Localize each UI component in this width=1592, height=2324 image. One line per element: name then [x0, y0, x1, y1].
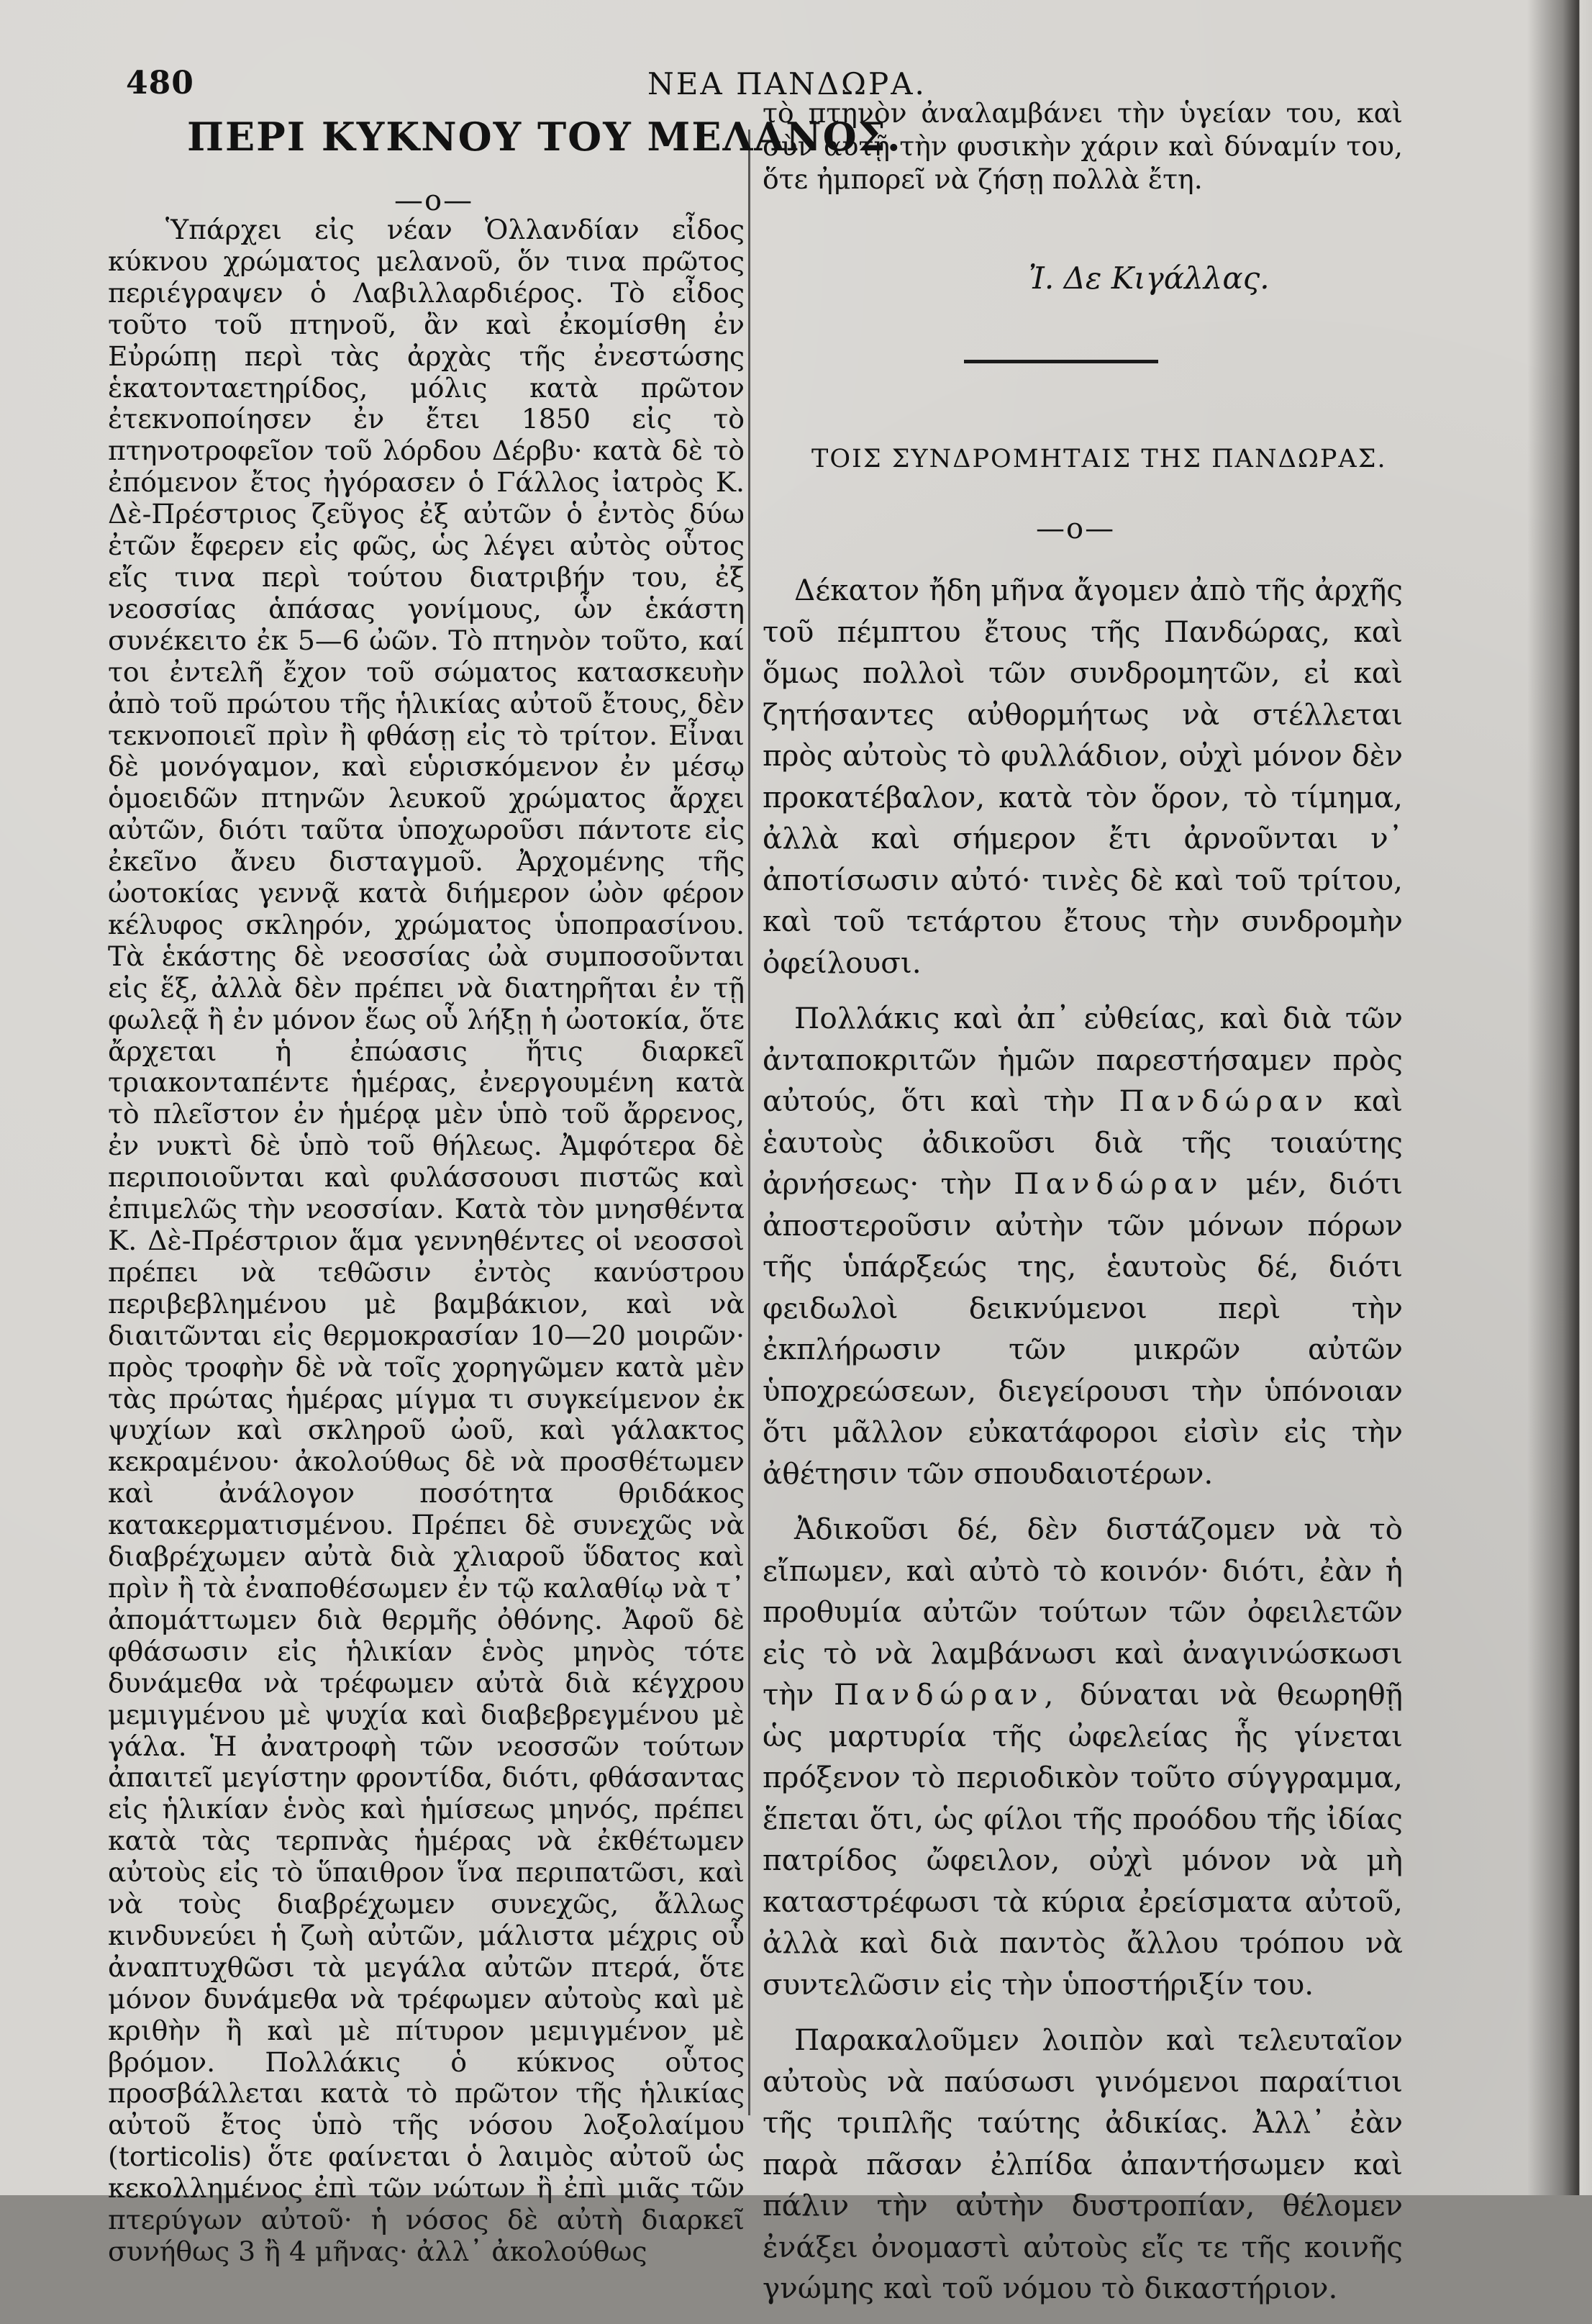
article-body: Ὑπάρχει εἰς νέαν Ὁλλανδίαν εἶδος κύκνου χρώματος μελανοῦ, ὅν τινα πρῶτος περιέγραψεν ὁ Λαβιλλαρδιέρος. Τὸ εἶδος τοῦτο τοῦ πτηνοῦ, ἂν καὶ ἐκομίσθη ἐν Εὐρώπῃ περὶ τὰς ἀρχὰς τῆς ἐνεστώσης ἑκατονταετηρίδος, μόλις κατὰ πρῶτον ἐτεκνοποίησεν ἐν ἔτει 1850 εἰς τὸ πτηνοτροφεῖον τοῦ λόρδου Δέρβυ· κατὰ δὲ τὸ ἐπόμενον ἔτος ἠγόρασεν ὁ Γάλλος ἰατρὸς Κ. Δὲ-Πρέστριος ζεῦγος ἐξ αὐτῶν ὁ ἐντὸς δύω ἐτῶν ἔφερεν εἰς φῶς, ὡς λέγει αὐτὸς οὗτος εἴς τινα περὶ τούτου διατριβήν του, ἐξ νεοσσίας ἁπάσας γονίμους, ὧν ἑκάστη συνέκειτο ἐκ 5—6 ὠῶν. Τὸ πτηνὸν τοῦτο, καί τοι ἐντελῆ ἔχον τοῦ σώματος κατασκευὴν ἀπὸ τοῦ πρώτου τῆς ἡλικίας αὐτοῦ ἔτους, δὲν τεκνοποιεῖ πρὶν ἢ φθάσῃ εἰς τὸ τρίτον. Εἶναι δὲ μονόγαμον, καὶ εὑρισκόμενον ἐν μέσῳ ὁμοειδῶν πτηνῶν λευκοῦ χρώματος ἄρχει αὐτῶν, διότι ταῦτα ὑποχωροῦσι πάντοτε εἰς ἐκεῖνο ἄνευ δισταγμοῦ. Ἀρχομένης τῆς ὠοτοκίας γεννᾷ κατὰ διήμερον ὠὸν φέρον κέλυφος σκληρόν, χρώματος ὑποπρασίνου. Τὰ ἑκάστης δὲ νεοσσίας ὠὰ συμποσοῦνται εἰς ἕξ, ἀλλὰ δὲν πρέπει νὰ διατηρῆται ἐν τῇ φωλεᾷ ἢ ἐν μόνον ἕως οὗ λήξῃ ἡ ὠοτοκία, ὅτε ἄρχεται ἡ ἐπώασις ἥτις διαρκεῖ τριακονταπέντε ἡμέρας, ἐνεργουμένη κατὰ τὸ πλεῖστον ἐν ἡμέρᾳ μὲν ὑπὸ τοῦ ἄρρενος, ἐν νυκτὶ δὲ ὑπὸ τοῦ θήλεως. Ἀμφότερα δὲ περιποιοῦνται καὶ φυλάσσουσι πιστῶς καὶ ἐπιμελῶς τὴν νεοσσίαν. Κατὰ τὸν μνησθέντα Κ. Δὲ-Πρέστριον ἅμα γεννηθέντες οἱ νεοσσοὶ πρέπει νὰ τεθῶσιν ἐντὸς κανύστρου περιβεβλημένου μὲ βαμβάκιον, καὶ νὰ διαιτῶνται εἰς θερμοκρασίαν 10—20 μοιρῶν· πρὸς τροφὴν δὲ νὰ τοῖς χορηγῶμεν κατὰ μὲν τὰς πρώτας ἡμέρας μίγμα τι συγκείμενον ἐκ ψυχίων καὶ σκληροῦ ὠοῦ, καὶ γάλακτος κεκραμένου· ἀκολούθως δὲ νὰ προσθέτωμεν καὶ ἀνάλογον ποσότητα θριδάκος κατακερματισμένου. Πρέπει δὲ συνεχῶς νὰ διαβρέχωμεν αὐτὰ διὰ χλιαροῦ ὕδατος καὶ πρὶν ἢ τὰ ἐναποθέσωμεν ἐν τῷ καλαθίῳ νὰ τ᾽ ἀπομάττωμεν διὰ θερμῆς ὀθόνης. Ἀφοῦ δὲ φθάσωσιν εἰς ἡλικίαν ἑνὸς μηνὸς τότε δυνάμεθα νὰ τρέφωμεν αὐτὰ διὰ κέγχρου μεμιγμένου μὲ ψυχία καὶ διαβεβρεγμένου μὲ γάλα. Ἡ ἀνατροφὴ τῶν νεοσσῶν τούτων ἀπαιτεῖ μεγίστην φροντίδα, διότι, φθάσαντας εἰς ἡλικίαν ἑνὸς καὶ ἡμίσεως μηνός, πρέπει κατὰ τὰς τερπνὰς ἡμέρας νὰ ἐκθέτωμεν αὐτοὺς εἰς τὸ ὕπαιθρον ἵνα περιπατῶσι, καὶ νὰ τοὺς διαβρέχωμεν συνεχῶς, ἄλλως κινδυνεύει ἡ ζωὴ αὐτῶν, μάλιστα μέχρις οὗ ἀναπτυχθῶσι τὰ μεγάλα αὐτῶν πτερά, ὅτε μόνον δυνάμεθα νὰ τρέφωμεν αὐτοὺς καὶ μὲ κριθὴν ἢ καὶ μὲ πίτυρον μεμιγμένον μὲ βρόμον. Πολλάκις ὁ κύκνος οὗτος προσβάλλεται κατὰ τὸ πρῶτον τῆς ἡλικίας αὐτοῦ ἔτος ὑπὸ τῆς νόσου λοξολαίμου (torticolis) ὅτε φαίνεται ὁ λαιμὸς αὐτοῦ ὡς κεκολλημένος ἐπὶ τῶν νώτων ἢ ἐπὶ μιᾶς τῶν πτερύγων αὐτοῦ· ἡ νόσος δὲ αὐτὴ διαρκεῖ συνήθως 3 ἢ 4 μῆνας· ἀλλ᾽ ἀκολούθως	[108, 214, 745, 2267]
notice-paragraph-4: Παρακαλοῦμεν λοιπὸν καὶ τελευταῖον αὐτοὺς νὰ παύσωσι γινόμενοι παραίτιοι τῆς τριπλῆς ταύτης ἀδικίας. Ἀλλ᾽ ἐὰν παρὰ πᾶσαν ἐλπίδα ἀπαντήσωμεν καὶ πάλιν τὴν αὐτὴν δυστροπίαν, θέλομεν ἐνάξει ὀνομαστὶ αὐτοὺς εἴς τε τῆς κοινῆς γνώμης καὶ τοῦ νόμου τὸ δικαστήριον.	[763, 2023, 1403, 2305]
notice-p3-text-a: Ἀδικοῦσι δέ, δὲν διστάζομεν νὰ τὸ εἴπωμεν, καὶ αὐτὸ τὸ κοινόν· διότι, ἐὰν ἡ προθυμία αὐτῶν τούτων τῶν ὀφειλετῶν εἰς τὸ νὰ λαμβάνωσι καὶ ἀναγινώσκωσι τὴν	[763, 1512, 1403, 1712]
notice-body	[763, 570, 1403, 2324]
notice-paragraph-2	[763, 998, 1403, 1494]
notice-p2-text-a: Πολλάκις καὶ ἀπ᾽ εὐθείας, καὶ διὰ τῶν ἀνταποκριτῶν ἡμῶν παρεστήσαμεν πρὸς αὐτούς, ὅτι καὶ τὴν	[763, 1001, 1403, 1118]
notice-heading: ΤΟΙΣ ΣΥΝΔΡΟΜΗΤΑΙΣ ΤΗΣ ΠΑΝΔΩΡΑΣ.	[811, 445, 1387, 473]
column-divider	[748, 130, 750, 2115]
notice-paragraph-3	[763, 1509, 1403, 2005]
article-title: ΠΕΡΙ ΚΥΚΝΟΥ ΤΟΥ ΜΕΛΑΝΟΣ.	[187, 114, 902, 160]
page-number: 480	[126, 65, 194, 101]
notice-paragraph-1: Δέκατον ἤδη μῆνα ἄγομεν ἀπὸ τῆς ἀρχῆς τοῦ πέμπτου ἔτους τῆς Πανδώρας, καὶ ὅμως πολλοὶ τῶν συνδρομητῶν, εἰ καὶ ζητήσαντες αὐθορμήτως νὰ στέλλεται πρὸς αὐτοὺς τὸ φυλλάδιον, οὐχὶ μόνον δὲν προκατέβαλον, κατὰ τὸν ὅρον, τὸ τίμημα, ἀλλὰ καὶ σήμερον ἔτι ἀρνοῦνται ν᾽ ἀποτίσωσιν αὐτό· τινὲς δὲ καὶ τοῦ τρίτου, καὶ τοῦ τετάρτου ἔτους τὴν συνδρομὴν ὀφείλουσι.	[763, 573, 1403, 980]
article-separator: —ο—	[394, 184, 474, 217]
section-rule	[964, 360, 1158, 363]
running-head: ΝΕΑ ΠΑΝΔΩΡΑ.	[647, 66, 927, 101]
notice-separator: —ο—	[1036, 512, 1116, 545]
notice-p3-text-c: δύναται νὰ θεωρηθῇ ὡς μαρτυρία τῆς ὠφελείας ἧς γίνεται πρόξενον τὸ περιοδικὸν τοῦτο σύγγραμμα, ἕπεται ὅτι, ὡς φίλοι τῆς προόδου τῆς ἰδίας πατρίδος ὤφειλον, οὐχὶ μόνον νὰ μὴ καταστρέφωσι τὰ κύρια ἐρείσματα αὐτοῦ, ἀλλὰ καὶ διὰ παντὸς ἄλλου τρόπου νὰ συντελῶσιν εἰς τὴν ὑποστήριξίν του.	[763, 1677, 1404, 2002]
notice-p2-pandora-1: Πανδώραν	[1119, 1084, 1329, 1118]
notice-p2-pandora-2: Πανδώραν	[1014, 1166, 1224, 1201]
article-signature: Ἰ. Δε Κιγάλλας.	[1029, 260, 1270, 296]
page-binding-edge	[1527, 0, 1592, 2195]
notice-p2-text-c: καὶ ἑαυτοὺς ἀδικοῦσι διὰ τῆς τοιαύτης ἀρνήσεως· τὴν	[763, 1084, 1404, 1201]
article-continuation: τὸ πτηνὸν ἀναλαμβάνει τὴν ὑγείαν του, καὶ σὺν αὐτῇ τὴν φυσικὴν χάριν καὶ δύναμίν του, ὅτε ἠμπορεῖ νὰ ζήσῃ πολλὰ ἔτη.	[763, 97, 1403, 195]
notice-p2-text-e: μέν, διότι ἀποστεροῦσιν αὐτὴν τῶν μόνων πόρων τῆς ὑπάρξεώς της, ἑαυτοὺς δέ, διότι φειδωλοὶ δεικνύμενοι περὶ τὴν ἐκπλήρωσιν τῶν μικρῶν αὐτῶν ὑποχρεώσεων, διεγείρουσι τὴν ὑπόνοιαν ὅτι μᾶλλον εὐκατάφοροι εἰσὶν εἰς τὴν ἀθέτησιν τῶν σπουδαιοτέρων.	[763, 1166, 1404, 1491]
notice-p3-pandora: Πανδώραν,	[833, 1677, 1060, 1712]
